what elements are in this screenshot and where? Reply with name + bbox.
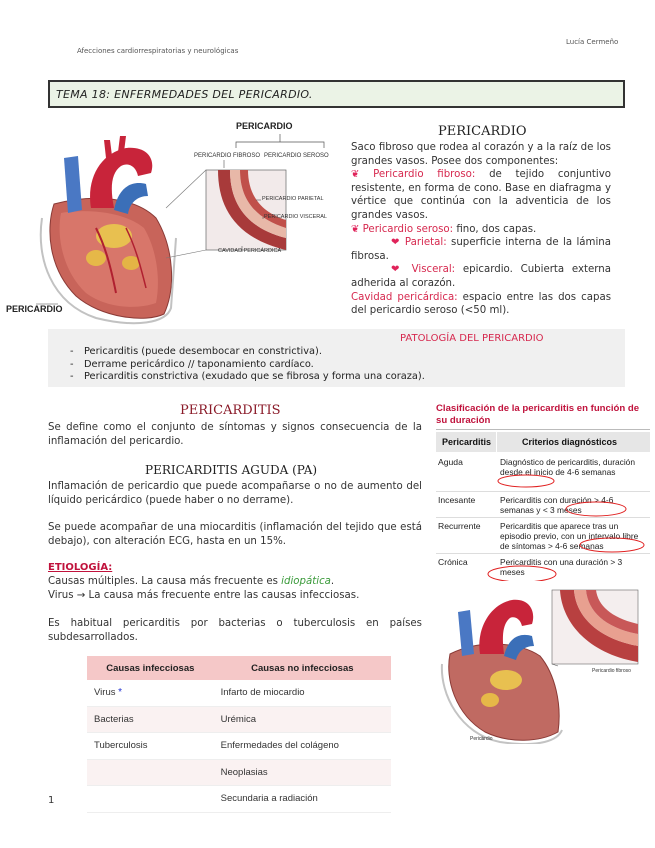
cavidad-term: Cavidad pericárdica: xyxy=(351,291,458,303)
annotation-circles xyxy=(436,429,650,581)
cell-no-infecciosa: Infarto de miocardio xyxy=(214,680,391,706)
row-tipo: Recurrente xyxy=(438,521,481,531)
document-author: Lucía Cermeño xyxy=(566,38,619,46)
figure-caption: PERICARDIO xyxy=(6,304,63,314)
patologia-band xyxy=(48,329,625,387)
pericardio-intro: Saco fibroso que rodea al corazón y a la raíz de los grandes vasos. Posee dos componentes: xyxy=(351,142,611,167)
fibroso-term: Pericardio fibroso: xyxy=(373,169,476,181)
label-cavidad-pericardica: CAVIDAD PERICÁRDICA xyxy=(218,248,282,254)
pericarditis-definition: Se define como el conjunto de síntomas y signos consecuencia de la inflamación del pericardio. xyxy=(48,422,422,447)
figure-title: PERICARDIO xyxy=(236,121,293,131)
row-tipo: Aguda xyxy=(438,457,463,467)
etiologia-period: . xyxy=(330,576,335,587)
seroso-text: fino, dos capas. xyxy=(453,223,537,235)
col-causas-infecciosas: Causas infecciosas xyxy=(87,656,214,680)
etiologia-text: Causas múltiples. La causa más frecuente es xyxy=(48,576,282,587)
cell-infecciosa xyxy=(87,759,214,786)
parietal-paragraph xyxy=(351,236,611,263)
pericardio-description xyxy=(351,141,611,318)
parietal-text: superficie interna de la lámina fibrosa. xyxy=(351,237,611,262)
pericardium-figure xyxy=(6,118,346,328)
heart-icon: ❦ xyxy=(351,169,360,181)
heart-cross-section xyxy=(440,584,640,744)
heart-figure-2 xyxy=(440,584,640,744)
cell-infecciosa: Bacterias xyxy=(87,706,214,733)
asterisk-icon: * xyxy=(118,687,123,699)
visceral-paragraph xyxy=(351,263,611,290)
cell-no-infecciosa: Secundaria a radiación xyxy=(214,786,391,813)
label-pericardio-visceral: PERICARDIO VISCERAL xyxy=(264,214,327,220)
row-criterio: Pericarditis con duración > 4-6 semanas y < 3 meses xyxy=(500,495,614,515)
patologia-title: PATOLOGÍA DEL PERICARDIO xyxy=(400,333,544,344)
table-header-row xyxy=(87,656,391,680)
label-pericardio-seroso: PERICARDIO SEROSO xyxy=(264,153,329,159)
cell-infecciosa: Tuberculosis xyxy=(87,733,214,760)
tema-title-box xyxy=(48,80,625,108)
etiologia-title: ETIOLOGÍA: xyxy=(48,562,113,573)
col-criterios: Criterios diagnósticos xyxy=(522,437,618,447)
table-row xyxy=(87,680,391,706)
col-pericarditis: Pericarditis xyxy=(442,437,492,447)
table-row xyxy=(87,786,391,813)
tema-title: TEMA 18: ENFERMEDADES DEL PERICARDIO. xyxy=(56,88,313,101)
heart-icon: ❤ xyxy=(391,264,404,276)
table-row xyxy=(87,759,391,786)
cell-no-infecciosa: Enfermedades del colágeno xyxy=(214,733,391,760)
visceral-term: Visceral: xyxy=(411,264,456,276)
label-pericardio-fibroso: PERICARDIO FIBROSO xyxy=(194,153,261,159)
label-pericardio-fibroso-2: Pericardio fibroso xyxy=(592,668,631,674)
cell-infecciosa xyxy=(87,680,214,706)
aguda-paragraph-2: Se puede acompañar de una miocarditis (inflamación del tejido que está debajo), con alteración ECG, hasta en un 15%. xyxy=(48,522,422,547)
list-item: - Pericarditis (puede desembocar en constrictiva). xyxy=(48,346,425,359)
heart-icon: ❦ xyxy=(351,223,360,235)
cell-text: Virus xyxy=(94,687,116,699)
seroso-paragraph xyxy=(351,223,611,237)
aguda-paragraph-1: Inflamación de pericardio que puede acompañarse o no de aumento del líquido pericárdico (puede haber o no derrame). xyxy=(48,481,422,506)
list-item: - Derrame pericárdico // taponamiento cardíaco. xyxy=(48,359,425,372)
clasificacion-table xyxy=(436,429,650,581)
etiologia-paragraph-3: Es habitual pericarditis por bacterias o tuberculosis en países subdesarrollados. xyxy=(48,618,422,643)
row-tipo: Incesante xyxy=(438,495,476,505)
patologia-list xyxy=(48,346,425,384)
pericardio-title: PERICARDIO xyxy=(438,124,527,139)
pericarditis-title: PERICARDITIS xyxy=(180,403,281,418)
visceral-text: epicardio. Cubierta externa adherida al corazón. xyxy=(351,264,611,289)
pericarditis-aguda-title: PERICARDITIS AGUDA (PA) xyxy=(145,463,318,477)
parietal-term: Parietal: xyxy=(404,237,447,249)
etiologia-line-2: Virus → La causa más frecuente entre las causas infecciosas. xyxy=(48,590,360,601)
clasificacion-title: Clasificación de la pericarditis en función de su duración xyxy=(436,403,640,426)
document-subject: Afecciones cardiorrespiratorias y neurológicas xyxy=(77,47,239,55)
etiologia-line-1 xyxy=(48,575,422,589)
fibroso-text: de tejido conjuntivo resistente, en forma de cono. Base en diafragma y vértice que continúa con la adventicia de los grandes vasos. xyxy=(351,169,611,221)
fibroso-paragraph xyxy=(351,168,611,222)
cell-no-infecciosa: Urémica xyxy=(214,706,391,733)
col-causas-no-infecciosas: Causas no infecciosas xyxy=(214,656,391,680)
idiopatica-term: idiopática xyxy=(281,576,331,587)
table-row xyxy=(87,706,391,733)
seroso-term: Pericardio seroso: xyxy=(362,223,454,235)
row-tipo: Crónica xyxy=(438,557,468,567)
label-pericardio-2: Pericardio xyxy=(470,736,493,742)
cavidad-text: espacio entre las dos capas del pericardio seroso (<50 ml). xyxy=(351,291,612,317)
list-item: - Pericarditis constrictiva (exudado que se fibrosa y forma una coraza). xyxy=(48,371,425,384)
heart-icon: ❤ xyxy=(391,237,401,249)
cavidad-paragraph xyxy=(351,291,611,318)
table-row xyxy=(87,733,391,760)
causas-table xyxy=(87,656,391,813)
pericardium-illustration xyxy=(6,118,346,328)
row-criterio: Pericarditis que aparece tras un episodio previo, con un intervalo libre de síntomas > 4-6 semanas xyxy=(500,521,639,551)
cell-infecciosa xyxy=(87,786,214,813)
cell-no-infecciosa: Neoplasias xyxy=(214,759,391,786)
row-criterio: Pericarditis con una duración > 3 meses xyxy=(500,557,623,577)
page-number: 1 xyxy=(48,795,55,806)
row-criterio: Diagnóstico de pericarditis, duración desde el inicio de 4-6 semanas xyxy=(500,457,636,477)
label-pericardio-parietal: PERICARDIO PARIETAL xyxy=(262,196,324,202)
